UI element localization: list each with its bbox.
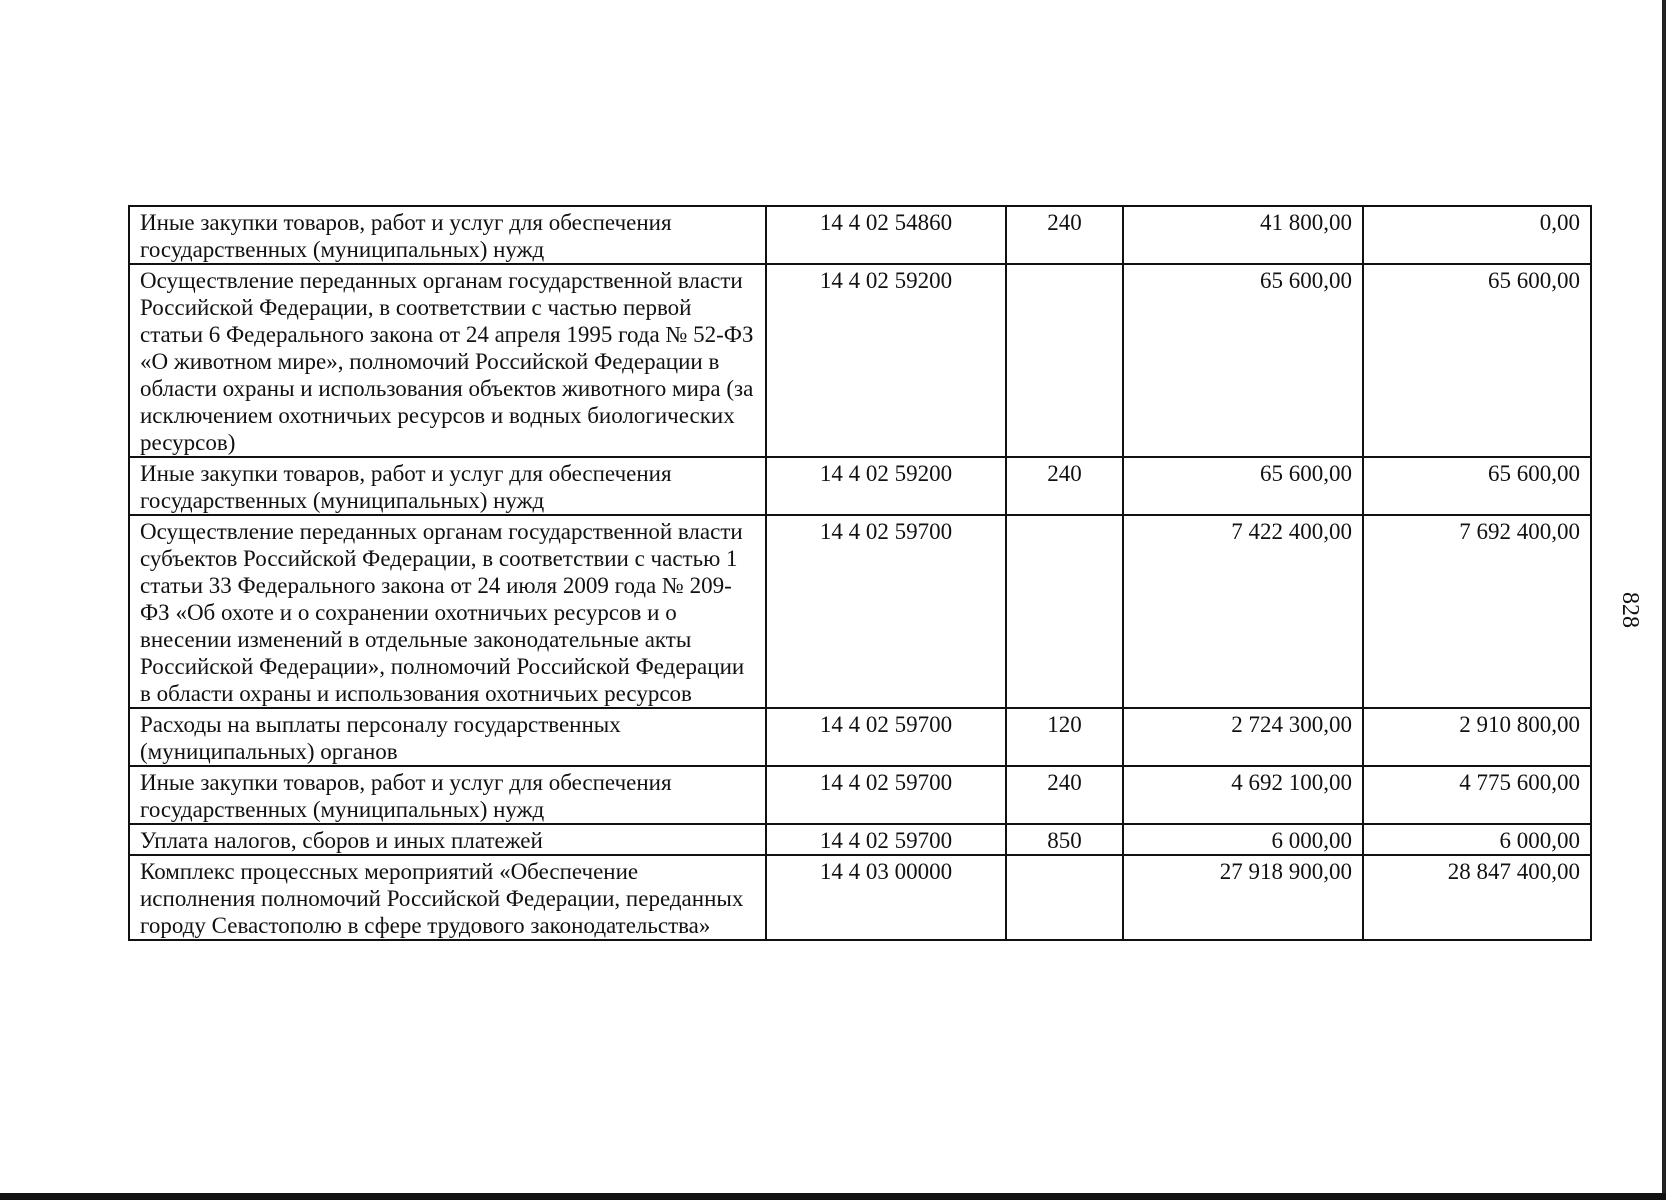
row-csr-cell: 14 4 02 54860: [766, 206, 1006, 264]
row-name-cell: Иные закупки товаров, работ и услуг для обеспечения государственных (муниципальных) нужд: [129, 457, 766, 515]
row-csr-cell: 14 4 02 59700: [766, 515, 1006, 708]
row-sum-2-cell: 7 692 400,00: [1363, 515, 1591, 708]
table-row: [129, 515, 1591, 708]
table-row: [129, 855, 1591, 940]
row-sum-2-cell: 0,00: [1363, 206, 1591, 264]
page-number: 828: [1617, 592, 1643, 628]
row-vr-cell: [1006, 855, 1123, 940]
row-csr-cell: 14 4 02 59700: [766, 708, 1006, 766]
table-row: [129, 264, 1591, 457]
row-csr-cell: 14 4 02 59700: [766, 824, 1006, 855]
row-vr-cell: [1006, 515, 1123, 708]
row-name-cell: Комплекс процессных мероприятий «Обеспечение исполнения полномочий Российской Федерации, переданных городу Севастополю в сфере трудового законодательства»: [129, 855, 766, 940]
scan-edge-bottom: [0, 1193, 1666, 1200]
row-sum-1-cell: 7 422 400,00: [1123, 515, 1363, 708]
row-name-cell: Осуществление переданных органам государственной власти Российской Федерации, в соответствии с частью первой статьи 6 Федерального закона от 24 апреля 1995 года № 52-ФЗ «О животном мире», полномочий Российской Федерации в области охраны и использования объектов животного мира (за исключением охотничьих ресурсов и водных биологических ресурсов): [129, 264, 766, 457]
row-vr-cell: 240: [1006, 766, 1123, 824]
row-sum-2-cell: 2 910 800,00: [1363, 708, 1591, 766]
row-sum-1-cell: 2 724 300,00: [1123, 708, 1363, 766]
row-sum-2-cell: 28 847 400,00: [1363, 855, 1591, 940]
table-row: [129, 457, 1591, 515]
table-row: [129, 206, 1591, 264]
row-sum-1-cell: 65 600,00: [1123, 457, 1363, 515]
row-sum-2-cell: 65 600,00: [1363, 264, 1591, 457]
row-sum-1-cell: 4 692 100,00: [1123, 766, 1363, 824]
row-name-cell: Расходы на выплаты персоналу государственных (муниципальных) органов: [129, 708, 766, 766]
row-vr-cell: 240: [1006, 457, 1123, 515]
row-csr-cell: 14 4 02 59200: [766, 264, 1006, 457]
row-vr-cell: 120: [1006, 708, 1123, 766]
row-vr-cell: 850: [1006, 824, 1123, 855]
scan-edge-right: [1662, 0, 1666, 1200]
row-sum-2-cell: 65 600,00: [1363, 457, 1591, 515]
row-sum-1-cell: 65 600,00: [1123, 264, 1363, 457]
table-row: [129, 708, 1591, 766]
row-name-cell: Осуществление переданных органам государственной власти субъектов Российской Федерации, в соответствии с частью 1 статьи 33 Федерального закона от 24 июля 2009 года № 209-ФЗ «Об охоте и о сохранении охотничьих ресурсов и о внесении изменений в отдельные законодательные акты Российской Федерации», полномочий Российской Федерации в области охраны и использования охотничьих ресурсов: [129, 515, 766, 708]
row-vr-cell: [1006, 264, 1123, 457]
row-name-cell: Уплата налогов, сборов и иных платежей: [129, 824, 766, 855]
row-name-cell: Иные закупки товаров, работ и услуг для обеспечения государственных (муниципальных) нужд: [129, 766, 766, 824]
budget-table: [128, 205, 1592, 941]
table-row: [129, 766, 1591, 824]
row-sum-1-cell: 6 000,00: [1123, 824, 1363, 855]
row-sum-2-cell: 6 000,00: [1363, 824, 1591, 855]
row-csr-cell: 14 4 02 59200: [766, 457, 1006, 515]
row-name-cell: Иные закупки товаров, работ и услуг для обеспечения государственных (муниципальных) нужд: [129, 206, 766, 264]
table-row: [129, 824, 1591, 855]
row-vr-cell: 240: [1006, 206, 1123, 264]
row-sum-2-cell: 4 775 600,00: [1363, 766, 1591, 824]
row-sum-1-cell: 41 800,00: [1123, 206, 1363, 264]
row-csr-cell: 14 4 02 59700: [766, 766, 1006, 824]
row-sum-1-cell: 27 918 900,00: [1123, 855, 1363, 940]
row-csr-cell: 14 4 03 00000: [766, 855, 1006, 940]
